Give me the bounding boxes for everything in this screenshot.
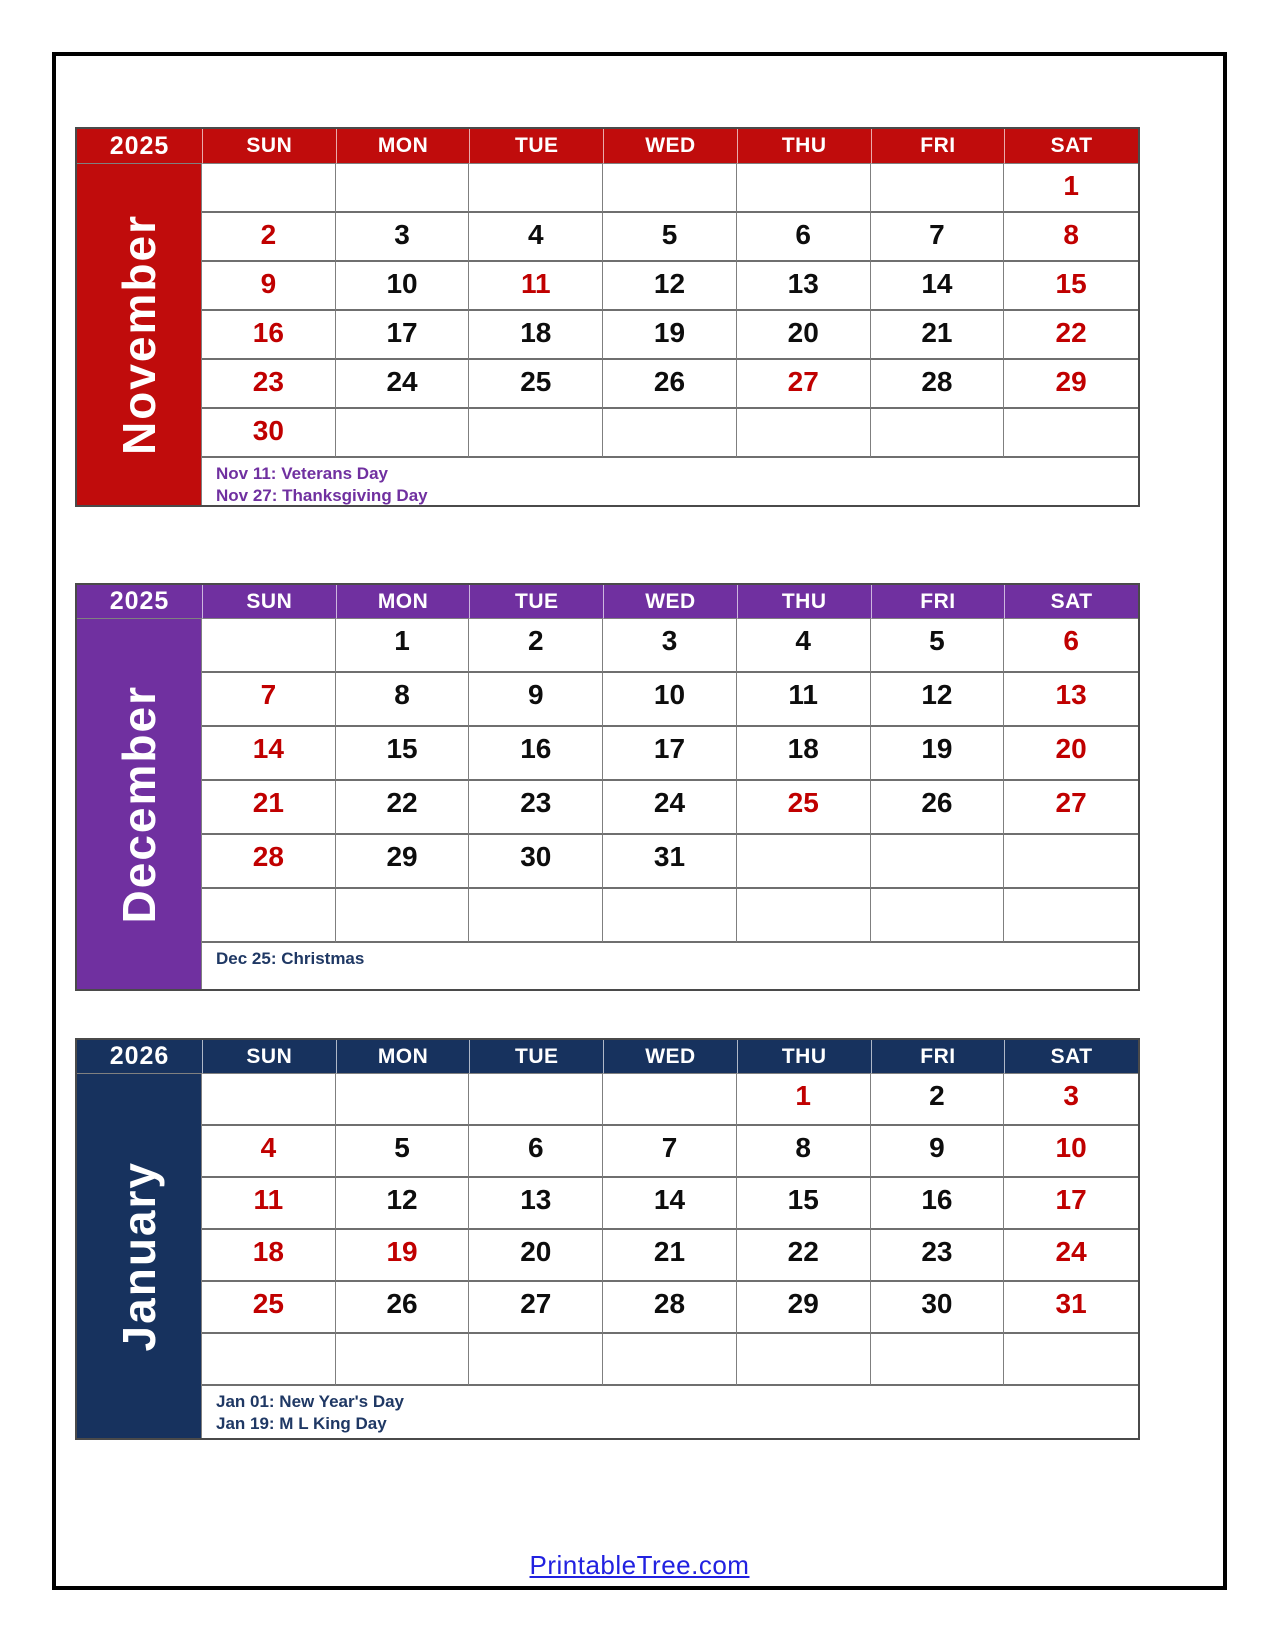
date-cell: 11 bbox=[202, 1178, 336, 1230]
date-cell: 17 bbox=[336, 311, 470, 360]
date-cell bbox=[603, 409, 737, 458]
date-cell: 3 bbox=[1004, 1074, 1138, 1126]
footer bbox=[56, 1550, 1223, 1581]
month-label-text: December bbox=[113, 684, 165, 924]
date-cell: 2 bbox=[469, 619, 603, 673]
date-cell: 15 bbox=[336, 727, 470, 781]
date-cell: 22 bbox=[1004, 311, 1138, 360]
date-cell: 28 bbox=[871, 360, 1005, 409]
date-cell: 7 bbox=[603, 1126, 737, 1178]
date-cell: 29 bbox=[737, 1282, 871, 1334]
page-border bbox=[52, 52, 1227, 1590]
day-header-fri: FRI bbox=[871, 129, 1005, 164]
date-cell: 18 bbox=[737, 727, 871, 781]
date-cell bbox=[737, 1334, 871, 1386]
date-cell: 3 bbox=[603, 619, 737, 673]
month-label bbox=[77, 619, 202, 989]
date-cell bbox=[336, 1074, 470, 1126]
date-cell: 15 bbox=[1004, 262, 1138, 311]
date-cell: 24 bbox=[1004, 1230, 1138, 1282]
calendar-grid-january bbox=[75, 1038, 1140, 1440]
date-cell: 1 bbox=[1004, 164, 1138, 213]
date-cell bbox=[737, 835, 871, 889]
date-cell: 25 bbox=[737, 781, 871, 835]
date-cell: 25 bbox=[202, 1282, 336, 1334]
date-cell: 5 bbox=[603, 213, 737, 262]
day-header-thu: THU bbox=[737, 585, 871, 619]
calendar-november bbox=[75, 127, 1140, 507]
date-cell bbox=[336, 409, 470, 458]
date-cell: 12 bbox=[336, 1178, 470, 1230]
month-label-text: January bbox=[113, 1160, 165, 1352]
date-cell: 7 bbox=[202, 673, 336, 727]
date-cell: 19 bbox=[336, 1230, 470, 1282]
date-cell: 17 bbox=[603, 727, 737, 781]
date-cell: 10 bbox=[603, 673, 737, 727]
day-header-sat: SAT bbox=[1004, 129, 1138, 164]
date-cell: 22 bbox=[336, 781, 470, 835]
date-cell: 4 bbox=[469, 213, 603, 262]
date-cell: 13 bbox=[469, 1178, 603, 1230]
date-cell: 16 bbox=[871, 1178, 1005, 1230]
date-cell: 6 bbox=[469, 1126, 603, 1178]
date-cell: 2 bbox=[871, 1074, 1005, 1126]
date-cell bbox=[469, 164, 603, 213]
date-cell: 20 bbox=[737, 311, 871, 360]
date-cell: 9 bbox=[469, 673, 603, 727]
date-cell bbox=[469, 1334, 603, 1386]
calendar-january bbox=[75, 1038, 1140, 1440]
date-cell: 17 bbox=[1004, 1178, 1138, 1230]
date-cell: 31 bbox=[1004, 1282, 1138, 1334]
day-header-thu: THU bbox=[737, 1040, 871, 1074]
date-cell: 10 bbox=[336, 262, 470, 311]
holiday-line: Nov 27: Thanksgiving Day bbox=[216, 486, 428, 506]
date-cell: 24 bbox=[336, 360, 470, 409]
date-cell: 6 bbox=[1004, 619, 1138, 673]
date-cell bbox=[737, 164, 871, 213]
date-cell: 21 bbox=[871, 311, 1005, 360]
date-cell: 14 bbox=[202, 727, 336, 781]
date-cell bbox=[1004, 409, 1138, 458]
date-cell: 19 bbox=[871, 727, 1005, 781]
date-cell: 18 bbox=[202, 1230, 336, 1282]
date-cell: 21 bbox=[603, 1230, 737, 1282]
date-cell bbox=[871, 409, 1005, 458]
date-cell bbox=[737, 889, 871, 943]
date-cell: 16 bbox=[469, 727, 603, 781]
date-cell: 27 bbox=[469, 1282, 603, 1334]
date-cell: 29 bbox=[1004, 360, 1138, 409]
holiday-note bbox=[202, 458, 1138, 505]
calendar-grid-november bbox=[75, 127, 1140, 507]
date-cell bbox=[202, 889, 336, 943]
date-cell: 26 bbox=[871, 781, 1005, 835]
date-cell: 12 bbox=[603, 262, 737, 311]
date-cell bbox=[871, 835, 1005, 889]
date-cell: 20 bbox=[1004, 727, 1138, 781]
date-cell: 8 bbox=[737, 1126, 871, 1178]
date-cell bbox=[737, 409, 871, 458]
day-header-mon: MON bbox=[336, 1040, 470, 1074]
date-cell: 21 bbox=[202, 781, 336, 835]
date-cell: 30 bbox=[202, 409, 336, 458]
year-label: 2025 bbox=[77, 585, 202, 619]
date-cell: 20 bbox=[469, 1230, 603, 1282]
date-cell: 23 bbox=[871, 1230, 1005, 1282]
date-cell: 14 bbox=[871, 262, 1005, 311]
month-label bbox=[77, 164, 202, 505]
day-header-sat: SAT bbox=[1004, 585, 1138, 619]
date-cell bbox=[336, 889, 470, 943]
date-cell: 29 bbox=[336, 835, 470, 889]
holiday-line: Jan 19: M L King Day bbox=[216, 1414, 387, 1434]
date-cell: 30 bbox=[469, 835, 603, 889]
holiday-note bbox=[202, 1386, 1138, 1438]
date-cell: 13 bbox=[737, 262, 871, 311]
date-cell: 14 bbox=[603, 1178, 737, 1230]
date-cell bbox=[603, 889, 737, 943]
date-cell: 15 bbox=[737, 1178, 871, 1230]
date-cell: 2 bbox=[202, 213, 336, 262]
date-cell: 9 bbox=[202, 262, 336, 311]
date-cell: 8 bbox=[336, 673, 470, 727]
day-header-wed: WED bbox=[603, 1040, 737, 1074]
date-cell: 26 bbox=[603, 360, 737, 409]
date-cell: 12 bbox=[871, 673, 1005, 727]
date-cell: 7 bbox=[871, 213, 1005, 262]
date-cell bbox=[469, 889, 603, 943]
date-cell: 16 bbox=[202, 311, 336, 360]
date-cell: 11 bbox=[469, 262, 603, 311]
date-cell bbox=[1004, 835, 1138, 889]
date-cell: 28 bbox=[603, 1282, 737, 1334]
date-cell: 1 bbox=[336, 619, 470, 673]
date-cell: 22 bbox=[737, 1230, 871, 1282]
day-header-sun: SUN bbox=[202, 585, 336, 619]
holiday-line: Dec 25: Christmas bbox=[216, 949, 365, 968]
date-cell bbox=[603, 164, 737, 213]
date-cell bbox=[1004, 889, 1138, 943]
day-header-sun: SUN bbox=[202, 129, 336, 164]
day-header-thu: THU bbox=[737, 129, 871, 164]
date-cell: 27 bbox=[737, 360, 871, 409]
day-header-fri: FRI bbox=[871, 1040, 1005, 1074]
date-cell: 27 bbox=[1004, 781, 1138, 835]
date-cell bbox=[603, 1334, 737, 1386]
holiday-line: Jan 01: New Year's Day bbox=[216, 1392, 405, 1411]
date-cell: 1 bbox=[737, 1074, 871, 1126]
day-header-wed: WED bbox=[603, 585, 737, 619]
day-header-wed: WED bbox=[603, 129, 737, 164]
date-cell: 9 bbox=[871, 1126, 1005, 1178]
date-cell: 3 bbox=[336, 213, 470, 262]
day-header-tue: TUE bbox=[469, 1040, 603, 1074]
date-cell: 11 bbox=[737, 673, 871, 727]
date-cell bbox=[202, 1074, 336, 1126]
day-header-fri: FRI bbox=[871, 585, 1005, 619]
date-cell: 30 bbox=[871, 1282, 1005, 1334]
date-cell: 4 bbox=[737, 619, 871, 673]
date-cell: 31 bbox=[603, 835, 737, 889]
holiday-note bbox=[202, 943, 1138, 989]
day-header-mon: MON bbox=[336, 129, 470, 164]
date-cell bbox=[603, 1074, 737, 1126]
site-link[interactable]: PrintableTree.com bbox=[529, 1550, 750, 1580]
date-cell bbox=[202, 619, 336, 673]
day-header-sat: SAT bbox=[1004, 1040, 1138, 1074]
date-cell: 23 bbox=[202, 360, 336, 409]
date-cell bbox=[202, 164, 336, 213]
date-cell: 6 bbox=[737, 213, 871, 262]
date-cell: 10 bbox=[1004, 1126, 1138, 1178]
date-cell: 28 bbox=[202, 835, 336, 889]
day-header-mon: MON bbox=[336, 585, 470, 619]
date-cell: 5 bbox=[336, 1126, 470, 1178]
date-cell: 25 bbox=[469, 360, 603, 409]
date-cell bbox=[1004, 1334, 1138, 1386]
date-cell: 8 bbox=[1004, 213, 1138, 262]
date-cell: 24 bbox=[603, 781, 737, 835]
calendar-grid-december bbox=[75, 583, 1140, 991]
holiday-line: Nov 11: Veterans Day bbox=[216, 464, 388, 483]
day-header-tue: TUE bbox=[469, 129, 603, 164]
day-header-sun: SUN bbox=[202, 1040, 336, 1074]
date-cell bbox=[469, 409, 603, 458]
calendar-december bbox=[75, 583, 1140, 991]
day-header-tue: TUE bbox=[469, 585, 603, 619]
date-cell bbox=[871, 889, 1005, 943]
date-cell: 18 bbox=[469, 311, 603, 360]
year-label: 2026 bbox=[77, 1040, 202, 1074]
date-cell bbox=[469, 1074, 603, 1126]
date-cell: 4 bbox=[202, 1126, 336, 1178]
date-cell: 13 bbox=[1004, 673, 1138, 727]
date-cell bbox=[871, 164, 1005, 213]
date-cell: 23 bbox=[469, 781, 603, 835]
date-cell bbox=[336, 1334, 470, 1386]
date-cell bbox=[871, 1334, 1005, 1386]
year-label: 2025 bbox=[77, 129, 202, 164]
date-cell bbox=[336, 164, 470, 213]
month-label-text: November bbox=[113, 214, 165, 455]
date-cell bbox=[202, 1334, 336, 1386]
date-cell: 5 bbox=[871, 619, 1005, 673]
month-label bbox=[77, 1074, 202, 1438]
date-cell: 26 bbox=[336, 1282, 470, 1334]
date-cell: 19 bbox=[603, 311, 737, 360]
